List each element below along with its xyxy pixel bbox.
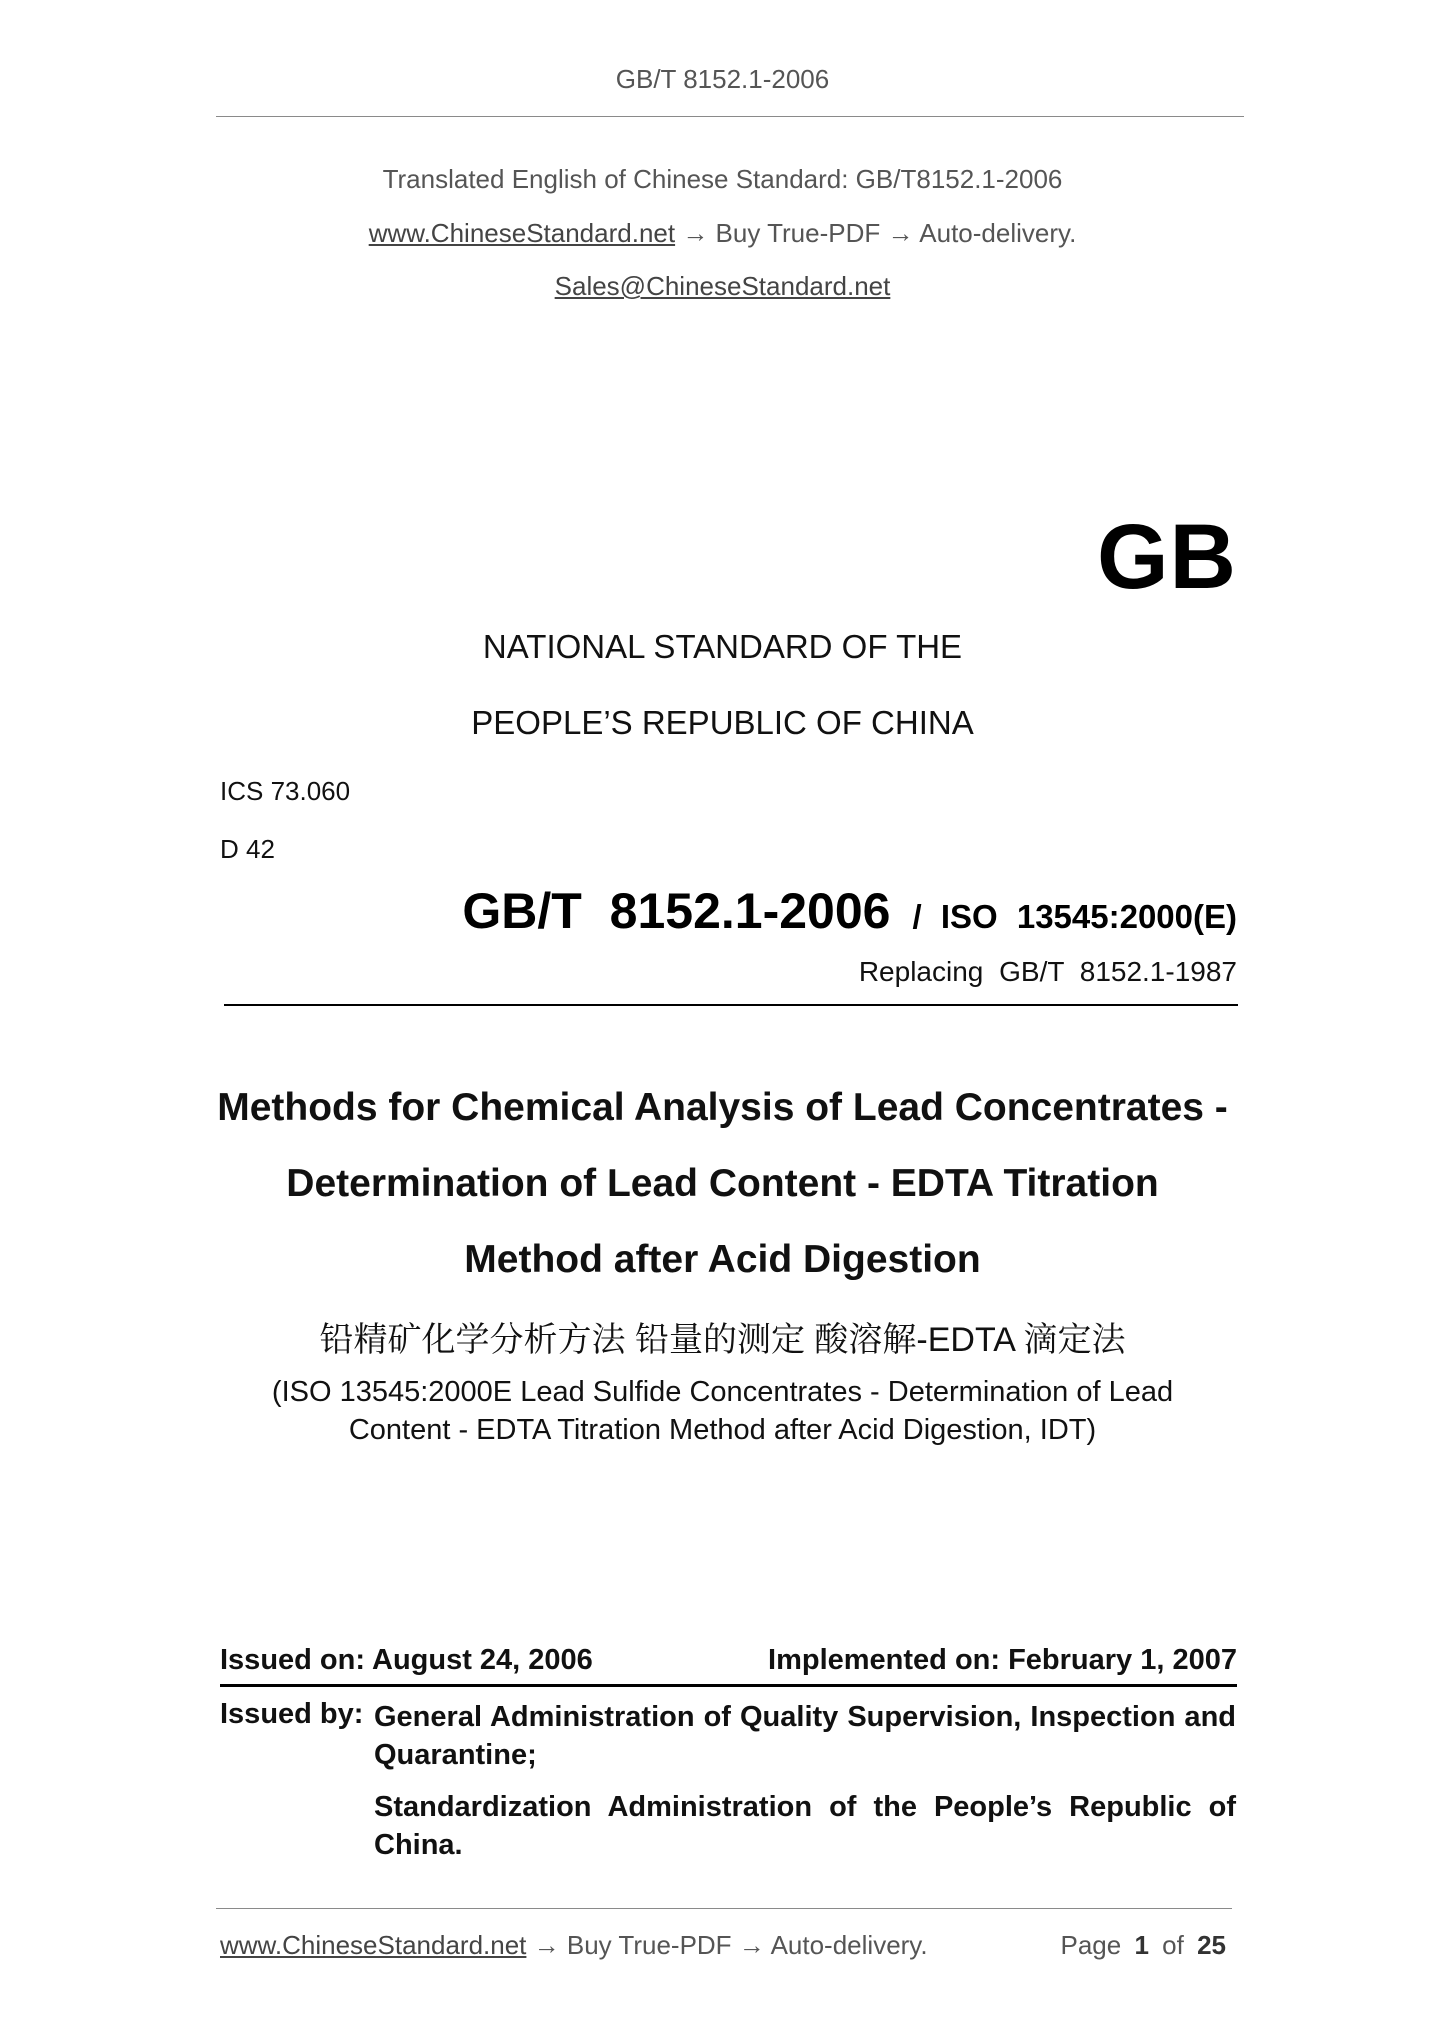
date-divider [220, 1684, 1237, 1687]
email-line [0, 271, 1445, 302]
footer-promo-text: → Buy True-PDF → Auto-delivery. [526, 1930, 928, 1960]
header-promo-line [0, 218, 1445, 249]
issued-on-date: Issued on: August 24, 2006 [220, 1644, 593, 1676]
ccs-code: D 42 [220, 834, 275, 864]
issuer-2: Standardization Administration of the People’s Republic of China. [374, 1791, 1236, 1861]
document-title-line-2: Determination of Lead Content - EDTA Titration [286, 1162, 1159, 1205]
ics-code: ICS 73.060 [220, 776, 351, 806]
iso-description-line-1: (ISO 13545:2000E Lead Sulfide Concentrates - Determination of Lead [271, 1376, 1174, 1408]
translation-note: Translated English of Chinese Standard: GB/T8152.1-2006 [382, 164, 1063, 194]
chinese-title: 铅精矿化学分析方法 铅量的测定 酸溶解-EDTA 滴定法 [319, 1321, 1126, 1359]
document-title-line-3: Method after Acid Digestion [464, 1238, 981, 1281]
site-link[interactable]: www.ChineseStandard.net [368, 218, 676, 248]
standard-number: GB/T 8152.1-2006 [462, 883, 891, 939]
gb-mark: GB [1097, 506, 1237, 608]
implemented-on-date: Implemented on: February 1, 2007 [768, 1644, 1237, 1676]
page-current: 1 [1134, 1930, 1149, 1960]
footer-promo-line [220, 1930, 928, 1961]
email-link[interactable]: Sales@ChineseStandard.net [554, 271, 891, 301]
footer-site-link[interactable]: www.ChineseStandard.net [220, 1930, 527, 1960]
page-total: 25 [1197, 1930, 1226, 1960]
iso-equivalent: / ISO 13545:2000(E) [912, 898, 1237, 935]
running-header: GB/T 8152.1-2006 [615, 64, 830, 94]
page-label: Page [1060, 1930, 1122, 1960]
page-of: of [1162, 1930, 1184, 1960]
number-divider [224, 1004, 1238, 1006]
replacing-note: Replacing GB/T 8152.1-1987 [858, 956, 1237, 987]
issuer-1: General Administration of Quality Supervision, Inspection and Quarantine; [374, 1701, 1236, 1771]
issued-by-label: Issued by: [220, 1698, 364, 1730]
iso-description-line-2: Content - EDTA Titration Method after Acid Digestion, IDT) [348, 1414, 1097, 1446]
footer-divider [216, 1908, 1232, 1909]
standard-number-line [462, 882, 1237, 940]
header-divider [216, 116, 1244, 117]
national-standard-line-1: NATIONAL STANDARD OF THE [482, 628, 963, 665]
promo-text: → Buy True-PDF → Auto-delivery. [675, 218, 1077, 248]
page-indicator [1060, 1930, 1226, 1961]
national-standard-line-2: PEOPLE’S REPUBLIC OF CHINA [471, 704, 974, 741]
document-title-line-1: Methods for Chemical Analysis of Lead Concentrates - [217, 1086, 1228, 1129]
